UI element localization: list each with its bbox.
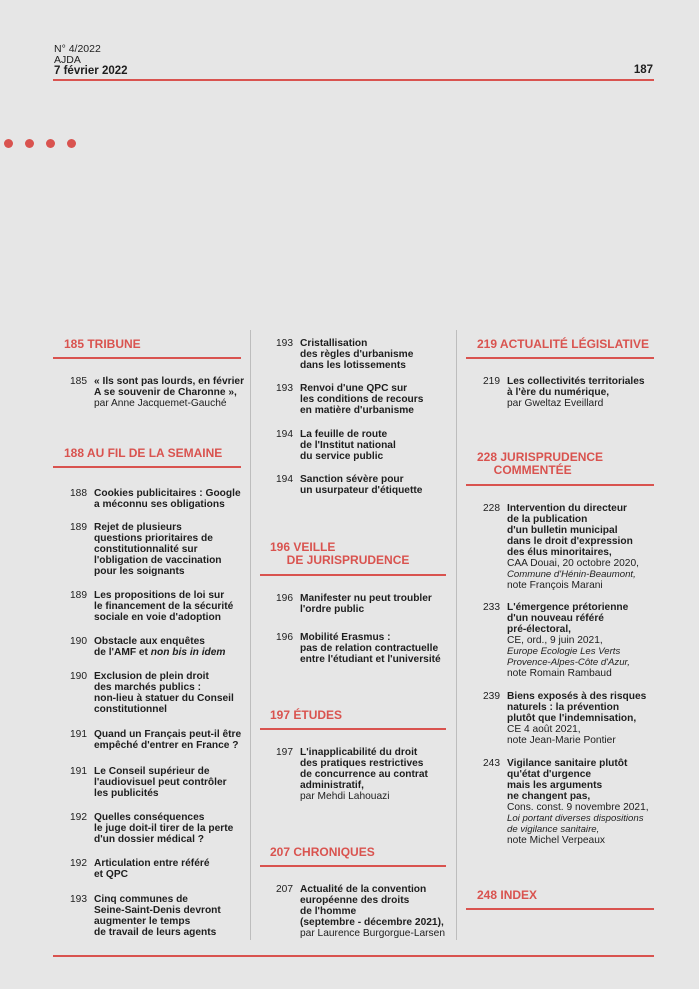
journal-name: AJDA: [54, 54, 81, 66]
section-title-index: 248 INDEX: [477, 888, 538, 902]
header-rule: [53, 79, 654, 81]
entry-title: Cristallisation des règles d'urbanisme dans les lotissements: [300, 338, 414, 371]
entry-page: 190: [70, 636, 87, 647]
footer-rule: [53, 955, 654, 957]
dot-icon: [67, 139, 76, 148]
entry-title: Quand un Français peut-il être empêché d'entrer en France ?: [94, 729, 242, 751]
entry-title: « Ils sont pas lourds, en février A se souvenir de Charonne »,: [94, 376, 245, 398]
entry-page: 191: [70, 766, 87, 777]
entry-title: Rejet de plusieurs questions prioritaires de constitutionnalité sur l'obligation de vaccination pour les soignants: [94, 522, 222, 577]
entry-page: 192: [70, 858, 87, 869]
column-divider: [250, 330, 251, 940]
entry-page: 191: [70, 729, 87, 740]
entry-title: Sanction sévère pour un usurpateur d'étiquette: [300, 474, 423, 496]
entry-title: Mobilité Erasmus : pas de relation contractuelle entre l'étudiant et l'université: [300, 632, 441, 665]
entry-reference: CE, ord., 9 juin 2021,: [507, 635, 603, 646]
entry-reference: Cons. const. 9 novembre 2021,: [507, 802, 649, 813]
entry-author: note François Marani: [507, 580, 603, 591]
entry-title: L'inapplicabilité du droit des pratiques restrictives de concurrence au contrat administratif,: [300, 747, 428, 791]
section-rule: [260, 728, 446, 730]
entry-page: 233: [483, 602, 500, 613]
entry-title: Renvoi d'une QPC sur les conditions de recours en matière d'urbanisme: [300, 383, 424, 416]
section-title-etudes: 197 ÉTUDES: [270, 708, 343, 722]
section-rule: [466, 484, 654, 486]
decorative-dots: [4, 135, 88, 153]
entry-title: Cinq communes de Seine-Saint-Denis devront augmenter le temps de travail de leurs agents: [94, 894, 221, 938]
entry-case-name: Commune d'Hénin-Beaumont,: [507, 569, 636, 580]
entry-author: par Mehdi Lahouazi: [300, 791, 390, 802]
entry-title: L'émergence prétorienne d'un nouveau référé pré-électoral,: [507, 602, 629, 635]
entry-page: 193: [70, 894, 87, 905]
entry-page: 188: [70, 488, 87, 499]
entry-title-part: de l'AMF et: [94, 647, 151, 658]
entry-page: 239: [483, 691, 500, 702]
entry-reference: CE 4 août 2021,: [507, 724, 581, 735]
entry-page: 190: [70, 671, 87, 682]
entry-page: 194: [276, 429, 293, 440]
entry-title: La feuille de route de l'Institut national du service public: [300, 429, 396, 462]
issue-date: 7 février 2022: [54, 65, 128, 77]
entry-page: 189: [70, 590, 87, 601]
entry-page: 219: [483, 376, 500, 387]
entry-page: 192: [70, 812, 87, 823]
entry-author: note Romain Rambaud: [507, 668, 612, 679]
section-title-chroniques: 207 CHRONIQUES: [270, 845, 375, 859]
entry-page: 185: [70, 376, 87, 387]
dot-icon: [25, 139, 34, 148]
entry-page: 228: [483, 503, 500, 514]
entry-author: par Laurence Burgorgue-Larsen: [300, 928, 445, 939]
entry-title: Les propositions de loi sur le financement de la sécurité sociale en voie d'adoption: [94, 590, 234, 623]
issue-number: N° 4/2022: [54, 43, 101, 55]
section-rule: [260, 574, 446, 576]
entry-title: Manifester nu peut troubler l'ordre public: [300, 593, 432, 615]
entry-title: Cookies publicitaires : Google a méconnu ses obligations: [94, 488, 241, 510]
entry-page: 193: [276, 338, 293, 349]
entry-title: Vigilance sanitaire plutôt qu'état d'urgence mais les arguments ne changent pas,: [507, 758, 628, 802]
section-title-jurisprudence: 228 JURISPRUDENCE COMMENTÉE: [477, 450, 604, 477]
entry-page: 194: [276, 474, 293, 485]
entry-title: Biens exposés à des risques naturels : la prévention plutôt que l'indemnisation,: [507, 691, 647, 724]
section-rule: [260, 865, 446, 867]
entry-title: Quelles conséquences le juge doit-il tirer de la perte d'un dossier médical ?: [94, 812, 234, 845]
entry-title: Le Conseil supérieur de l'audiovisuel peut contrôler les publicités: [94, 766, 227, 799]
entry-case-name: Europe Ecologie Les Verts Provence-Alpes-Côte d'Azur,: [507, 646, 630, 668]
entry-title: Articulation entre référé et QPC: [94, 858, 210, 880]
entry-title-italic: non bis in idem: [150, 647, 226, 658]
entry-page: 189: [70, 522, 87, 533]
entry-page: 193: [276, 383, 293, 394]
entry-page: 196: [276, 593, 293, 604]
dot-icon: [46, 139, 55, 148]
entry-case-name: Loi portant diverses dispositions de vigilance sanitaire,: [507, 813, 644, 835]
page-number: 187: [633, 64, 653, 76]
entry-page: 243: [483, 758, 500, 769]
entry-title: Actualité de la convention européenne des droits de l'homme (septembre - décembre 2021),: [300, 884, 444, 928]
entry-title: Obstacle aux enquêtes: [94, 636, 205, 647]
entry-author: par Anne Jacquemet-Gauché: [94, 398, 227, 409]
entry-page: 207: [276, 884, 293, 895]
section-rule: [53, 466, 241, 468]
entry-title: Exclusion de plein droit des marchés publics : non-lieu à statuer du Conseil constitutionnel: [94, 671, 234, 715]
section-title-semaine: 188 AU FIL DE LA SEMAINE: [64, 446, 223, 460]
entry-title: Les collectivités territoriales à l'ère du numérique,: [507, 376, 645, 398]
section-rule: [53, 357, 241, 359]
entry-page: 197: [276, 747, 293, 758]
header-meta: [54, 44, 128, 77]
section-title-legislative: 219 ACTUALITÉ LÉGISLATIVE: [477, 337, 650, 351]
entry-author: note Michel Verpeaux: [507, 835, 605, 846]
entry-reference: CAA Douai, 20 octobre 2020,: [507, 558, 639, 569]
entry-title: Intervention du directeur de la publication d'un bulletin municipal dans le droit d'expression des élus minoritaires,: [507, 503, 633, 558]
section-title-veille: 196 VEILLE DE JURISPRUDENCE: [270, 540, 410, 567]
section-title-tribune: 185 TRIBUNE: [64, 337, 141, 351]
entry-author: note Jean-Marie Pontier: [507, 735, 616, 746]
dot-icon: [4, 139, 13, 148]
entry-page: 196: [276, 632, 293, 643]
section-rule: [466, 908, 654, 910]
entry-author: par Gweltaz Eveillard: [507, 398, 604, 409]
section-rule: [466, 357, 654, 359]
